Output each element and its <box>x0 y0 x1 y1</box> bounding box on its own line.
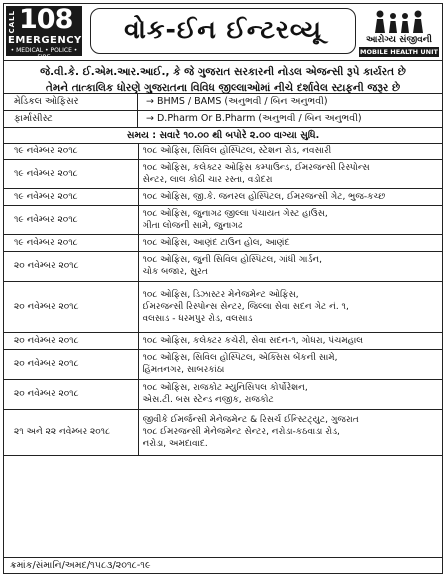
venue-line: નરોડા, અમદાવાદ. <box>142 439 208 449</box>
table-row <box>4 205 442 234</box>
schedule-venue <box>138 205 442 234</box>
venue-line: ૧૦૮ ઓફિસ, જુની સિવિલ હોસ્પિટલ, ગાંધી ગાર્ડન, <box>142 255 322 265</box>
schedule-date: ૧૯ નવેમ્બર ૨૦૧૮ <box>4 144 138 159</box>
post-row <box>4 111 442 128</box>
interview-timing: સમય : સવારે ૧૦.૦૦ થી બપોરે ૨.૦૦ વાગ્યા સુધિ. <box>4 128 442 144</box>
venue-line: ઈમરજન્સી રિસ્પોન્સ સેન્ટર, જિલ્લા સેવા સદન ગેટ નં. ૧, <box>142 301 349 312</box>
venue-line: ચોક બજાર, સુરત <box>142 267 208 277</box>
venue-line: એસ.ટી. બસ સ્ટેન્ડ નજીક, રાજકોટ <box>142 395 274 405</box>
venue-line: ગીતા લોજની સામે, જુનાગઢ <box>142 220 243 231</box>
venue-line: ૧૦૮ ઓફિસ, જી.કે. જનરલ હોસ્પિટલ, ઈમરજન્સી ગેટ, ભુજ-કચ્છ <box>142 191 386 202</box>
venue-line: સેન્ટર, લાલ કોઠી ચાર રસ્તા, વડોદરા <box>142 174 273 185</box>
schedule-venue <box>138 144 442 159</box>
logo-emergency-text: EMERGENCY <box>8 35 82 46</box>
venue-line: ૧૦૮ ઓફિસ, સિવિલ હોસ્પિટલ, એક્સિસ બેંકની સામે, <box>142 353 338 363</box>
venue-line: વલસાડ - ધરમપુર રોડ, વલસાડ <box>142 313 253 324</box>
logo-subtext: • MEDICAL • POLICE • FIRE <box>10 47 78 61</box>
table-row <box>4 281 442 332</box>
schedule-date: ૧૯ નવેમ્બર ૨૦૧૮ <box>4 159 138 188</box>
venue-line: ૧૦૮ ઓફિસ, ડિઝાસ્ટર મેનેજમેન્ટ ઓફિસ, <box>142 289 299 300</box>
table-row <box>4 144 442 159</box>
schedule-venue <box>138 332 442 349</box>
intro-line-2: તેમને તાત્કાલિક ધોરણે ગુજરાતના વિવિધ જીલ્લાઓમાં નીચે દર્શાવેલ સ્ટાફની જરૂર છે <box>45 82 401 94</box>
table-row <box>4 234 442 251</box>
venue-line: ૧૦૮ ઓફિસ, રાજકોટ મ્યુનિસિપલ કોર્પોરેશન, <box>142 383 308 393</box>
post-name: ફાર્માસીસ્ટ <box>4 111 138 127</box>
page-title: વોક-ઈન ઈન્ટરવ્યૂ <box>90 8 356 54</box>
post-row <box>4 94 442 111</box>
venue-line: હિંમતનગર, સાબરકાંઠા <box>142 365 225 375</box>
schedule-venue <box>138 379 442 409</box>
schedule-venue <box>138 251 442 281</box>
venue-line: ૧૦૮ ઓફિસ, સિવિલ હોસ્પિટલ, સ્ટેશન રોડ, નવસારી <box>142 146 332 157</box>
logo-number: 108 <box>19 4 73 35</box>
header <box>4 4 442 61</box>
schedule-venue <box>138 349 442 379</box>
venue-line: ૧૦૮ ઓફિસ, જુનાગઢ જીલ્લા પંચાયત ગેસ્ટ હાઉસ, <box>142 208 328 219</box>
schedule-date: ૨૦ નવેમ્બર ૨૦૧૮ <box>4 379 138 409</box>
schedule-venue <box>138 159 442 188</box>
venue-line: ૧૦૮ ઓફિસ, કલેક્ટર કચેરી, સેવા સદન-૧, ગોધરા, પંચમહાલ <box>142 335 364 346</box>
reference-number: ક્રમાંક/સંમાનિ/અમદ/૧૫૮૩/૨૦૧૮-૧૯ <box>4 557 442 573</box>
schedule-date: ૧૯ નવેમ્બર ૨૦૧૮ <box>4 234 138 251</box>
venue-line: ૧૦૮ ઈમરજન્સી મેનેજમેન્ટ સેન્ટર, નરોડા-કઠવાડા રોડ, <box>142 427 340 437</box>
schedule-date: ૨૦ નવેમ્બર ૨૦૧૮ <box>4 281 138 332</box>
people-figures-icon <box>371 9 427 33</box>
post-qualification: → BHMS / BAMS (અનુભવી / બિન અનુભવી) <box>146 96 328 107</box>
intro-text <box>4 61 442 94</box>
schedule-venue <box>138 188 442 205</box>
108-emergency-logo <box>6 4 82 61</box>
venue-line: ૧૦૮ ઓફિસ, આણંદ ટાઉન હોલ, આણંદ <box>142 237 290 248</box>
intro-line-1: જે.વી.કે. ઈ.એમ.આર.આઈ., કે જે ગુજરાત સરકારની નોડલ એજન્સી રૂપે કાર્યરત છે <box>40 66 406 78</box>
schedule-date: ૧૯ નવેમ્બર ૨૦૧૮ <box>4 188 138 205</box>
table-row <box>4 409 442 455</box>
schedule-venue <box>138 409 442 455</box>
logo-name: આરોગ્ય સંજીવની <box>365 35 433 45</box>
advertisement-page <box>3 3 443 574</box>
post-name: મેડિકલ ઓફિસર <box>4 94 138 110</box>
mobile-health-unit-logo <box>359 7 439 57</box>
schedule-date: ૧૯ નવેમ્બર ૨૦૧૮ <box>4 205 138 234</box>
table-row <box>4 379 442 409</box>
table-row <box>4 332 442 349</box>
table-row <box>4 349 442 379</box>
schedule-venue <box>138 281 442 332</box>
schedule-table <box>4 144 442 456</box>
venue-line: ૧૦૮ ઓફિસ, કલેક્ટર ઓફિસ કમ્પાઉન્ડ, ઈમરજન્સી રિસ્પોન્સ <box>142 162 370 173</box>
venue-line: જીવીકે ઈમર્જન્સી મેનેજમેન્ટ & રિસર્ચ ઈન્સ્ટિટ્યુટ, ગુજરાત <box>142 415 359 425</box>
table-row <box>4 188 442 205</box>
schedule-date: ૨૦ નવેમ્બર ૨૦૧૮ <box>4 349 138 379</box>
table-row <box>4 251 442 281</box>
schedule-date: ૨૦ નવેમ્બર ૨૦૧૮ <box>4 251 138 281</box>
table-row <box>4 159 442 188</box>
logo-unit: MOBILE HEALTH UNIT <box>360 48 438 56</box>
schedule-date: ૨૧ અને ૨૨ નવેમ્બર ૨૦૧૮ <box>4 409 138 455</box>
schedule-date: ૨૦ નવેમ્બર ૨૦૧૮ <box>4 332 138 349</box>
logo-call-text: CALL <box>8 10 16 34</box>
schedule-venue <box>138 234 442 251</box>
post-qualification: → D.Pharm Or B.Pharm (અનુભવી / બિન અનુભવી) <box>146 113 362 124</box>
